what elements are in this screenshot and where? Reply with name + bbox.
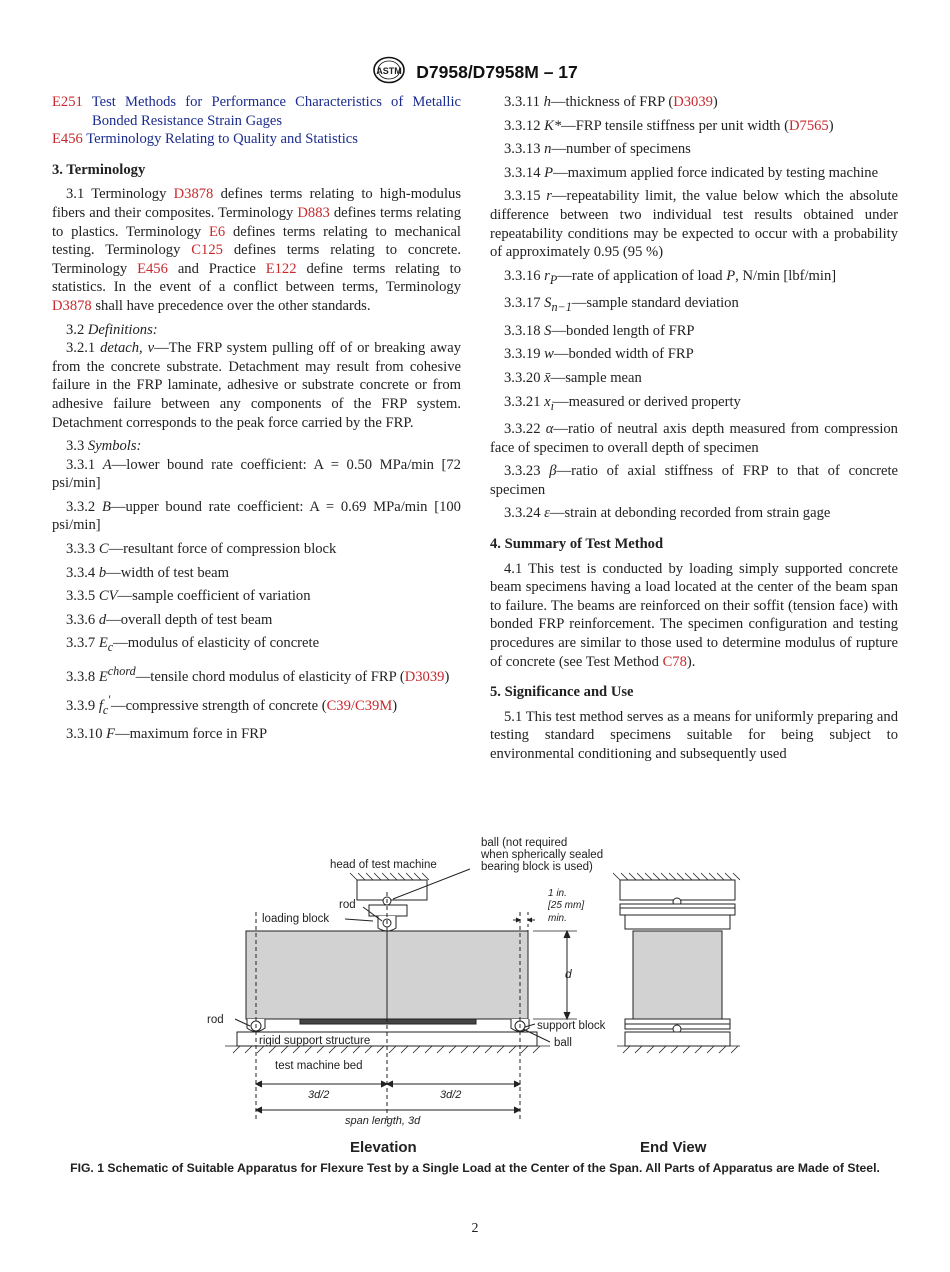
symbol-3-3-3: 3.3.3 C—resultant force of compression block (66, 541, 337, 558)
section-heading-terminology: 3. Terminology (52, 161, 146, 178)
reference-link[interactable]: C125 (191, 242, 223, 259)
label-end-view: End View (640, 1139, 707, 1156)
label-ball-note-2: when spherically sealed (481, 849, 604, 861)
symbol-3-3-13: 3.3.13 n—number of specimens (504, 141, 691, 158)
label-half-span-left: 3d/2 (308, 1089, 330, 1101)
paragraph-3-2: 3.2 Definitions: (66, 321, 158, 338)
document-designation: D7958/D7958M – 17 (416, 62, 578, 82)
label-elevation: Elevation (350, 1139, 417, 1156)
label-rigid-support: rigid support structure (259, 1035, 371, 1047)
symbol-3-3-17: 3.3.17 $S_{n-1}—sample$ standard deviation (504, 295, 739, 315)
reference-link-e456[interactable]: E456 (52, 131, 83, 148)
label-rod-top: rod (339, 899, 356, 911)
reference-link[interactable]: D3878 (52, 297, 92, 314)
paragraph-5-1: 5.1 This test method serves as a means for uniformly preparing and testing standard specimens suitable for being subject to environmental conditioning and subsequently used (490, 708, 898, 762)
symbol-3-3-1: 3.3.1 A—lower bound rate coefficient: A = 0.50 MPa/min [72 psi/min] (52, 456, 461, 492)
symbol-3-3-19: 3.3.19 w—bonded width of FRP (504, 346, 694, 363)
flexure-apparatus-diagram (195, 832, 740, 1162)
section-heading-significance: 5. Significance and Use (490, 684, 634, 701)
paragraph-3-3: 3.3 Symbols: (66, 438, 142, 455)
label-support-block: support block (537, 1020, 606, 1032)
reference-title: Terminology Relating to Quality and Statistics (86, 131, 358, 148)
symbol-3-3-9: 3.3.9 $f_c'—compressive$ strength of concrete (C39/C39M) (66, 693, 398, 718)
reference-link[interactable]: E6 (209, 223, 226, 240)
reference-e251 (52, 93, 461, 130)
figure-caption: FIG. 1 Schematic of Suitable Apparatus for Flexure Test by a Single Load at the Center of the Span. All Parts of Apparatus are Made of Steel. (70, 1161, 880, 1175)
label-rod-left: rod (207, 1014, 224, 1026)
label-25mm: [25 mm] (548, 900, 585, 911)
symbol-3-3-10: 3.3.10 F—maximum force in FRP (66, 725, 268, 742)
left-column (52, 93, 461, 748)
reference-link[interactable]: D3878 (173, 186, 214, 203)
symbol-3-3-24: 3.3.24 ε—strain at debonding recorded from strain gage (504, 505, 831, 522)
astm-logo-icon (372, 56, 406, 89)
symbol-3-3-8: 3.3.8 $E^{chord}—tensile$ chord modulus of elasticity of FRP (D3039) (66, 663, 450, 685)
symbol-3-3-2: 3.3.2 B—upper bound rate coefficient: A = 0.69 MPa/min [100 psi/min] (52, 498, 461, 534)
symbol-3-3-5: 3.3.5 CV—sample coefficient of variation (66, 588, 311, 605)
symbol-3-3-16: 3.3.16 $r_P—rate$ of application of load P, N/min [lbf/min] (504, 267, 837, 287)
figure-1 (195, 832, 740, 1162)
reference-e456 (52, 130, 461, 149)
reference-link[interactable]: D883 (297, 204, 330, 221)
reference-title: Test Methods for Performance Characteristics of Metallic Bonded Resistance Strain Gages (91, 94, 462, 129)
label-1in: 1 in. (548, 888, 567, 899)
label-half-span-right: 3d/2 (440, 1089, 462, 1101)
label-ball: ball (554, 1037, 572, 1049)
symbol-3-3-21: 3.3.21 $x_i—measured$ or derived property (504, 393, 741, 413)
reference-link[interactable]: C39/C39M (326, 698, 393, 715)
svg-text:ASTM: ASTM (376, 66, 402, 76)
reference-link-e251[interactable]: E251 (52, 94, 83, 110)
symbol-3-3-7: 3.3.7 $E_c—modulus$ of elasticity of concrete (66, 635, 320, 655)
label-head: head of test machine (330, 859, 437, 871)
label-span-length: span length, 3d (345, 1115, 421, 1127)
reference-link[interactable]: D3039 (404, 668, 445, 685)
label-min: min. (548, 913, 567, 924)
symbol-3-3-23: 3.3.23 β—ratio of axial stiffness of FRP to that of concrete specimen (490, 463, 898, 498)
reference-link[interactable]: E456 (137, 260, 168, 277)
page-header (0, 56, 950, 89)
reference-link[interactable]: D3039 (673, 94, 713, 110)
symbol-3-3-18: 3.3.18 S—bonded length of FRP (504, 322, 695, 339)
reference-link[interactable]: C78 (662, 653, 687, 670)
section-heading-summary: 4. Summary of Test Method (490, 536, 664, 552)
paragraph-3-2-1: 3.2.1 detach, v—The FRP system pulling off of or breaking away from the concrete substrate. Detachment may result from cohesive failure in the FRP laminate, adhesive or substrate concrete or from adhesive failure between any components of the FRP system. Detachment corresponds to the peak force carried by the FRP. (52, 340, 461, 431)
symbol-3-3-14: 3.3.14 P—maximum applied force indicated by testing machine (504, 164, 879, 181)
label-bed: test machine bed (275, 1060, 363, 1072)
label-ball-note-1: ball (not required (481, 837, 568, 849)
symbol-3-3-20: 3.3.20 x̄—sample mean (504, 369, 642, 386)
symbol-3-3-15: 3.3.15 r—repeatability limit, the value below which the absolute difference between two individual test results obtained under repeatability conditions may be expected to occur with a probability of approximately 0.95 (95 %) (490, 188, 898, 261)
label-d: d (565, 967, 572, 981)
symbol-3-3-12: 3.3.12 K*—FRP tensile stiffness per unit width (D7565) (504, 117, 834, 134)
symbol-3-3-11: 3.3.11 h—thickness of FRP (D3039) (504, 94, 718, 110)
symbol-3-3-22: 3.3.22 α—ratio of neutral axis depth measured from compression face of specimen to overall depth of specimen (490, 421, 898, 456)
label-ball-note-3: bearing block is used) (481, 861, 593, 873)
paragraph-4-1: 4.1 This test is conducted by loading simply supported concrete beam specimens having a load located at the center of the beam span to failure. The beams are reinforced on their soffit (tension face) with bonded FRP reinforcement. The specimen configuration and testing procedures are similar to those used to determine modulus of rupture of concrete (see Test Method C78). (490, 560, 898, 670)
page-number: 2 (471, 1221, 479, 1236)
reference-link[interactable]: E122 (265, 260, 297, 277)
symbol-3-3-4: 3.3.4 b—width of test beam (66, 564, 229, 581)
symbol-3-3-6: 3.3.6 d—overall depth of test beam (66, 611, 273, 628)
right-column (490, 93, 898, 769)
hatching (350, 873, 429, 880)
label-loading-block: loading block (262, 913, 330, 925)
reference-link[interactable]: D7565 (789, 117, 829, 134)
paragraph-3-1: 3.1 Terminology D3878 defines terms relating to high-modulus fibers and their composites. Terminology D883 defines terms relating to plastics. Terminology E6 defines terms relating to mechanical testing. Terminology C125 defines terms relating to concrete. Terminology E456 and Practice E122 define terms relating to statistics. In the event of a conflict between terms, Terminology D3878 shall have precedence over the other standards. (52, 186, 462, 314)
